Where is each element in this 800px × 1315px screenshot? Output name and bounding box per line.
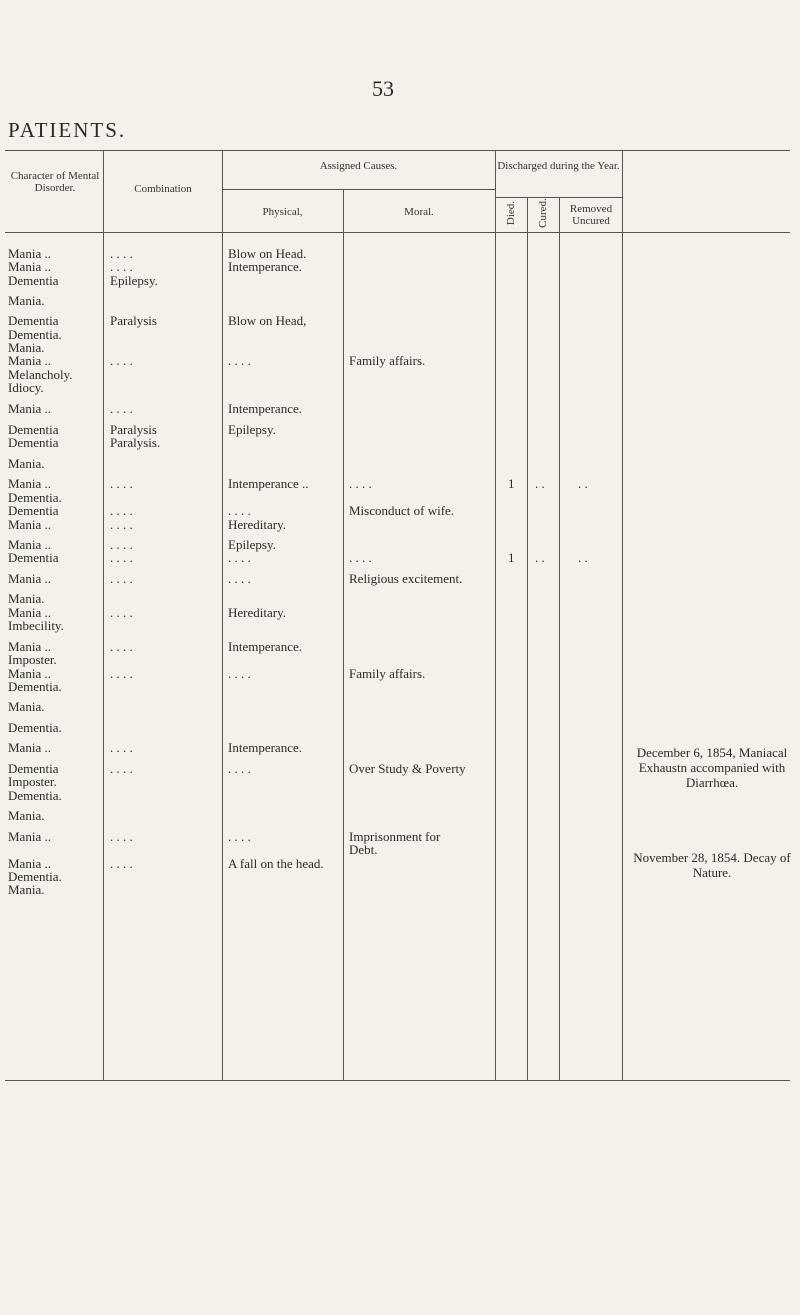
cell-disorder: Dementia. <box>8 326 62 342</box>
cell-physical: Intemperance. <box>228 259 302 275</box>
cell-died: 1 <box>508 476 515 492</box>
cell-physical: Epilepsy. <box>228 421 276 437</box>
header-physical: Physical, <box>262 206 303 218</box>
cell-disorder: Mania. <box>8 699 45 715</box>
cell-moral: Religious excitement. <box>349 570 463 586</box>
cell-combination: . . . . <box>110 503 133 519</box>
cell-disorder: Idiocy. <box>8 380 44 396</box>
cell-combination: . . . . <box>110 401 133 417</box>
cell-physical: Intemperance. <box>228 638 302 654</box>
col-rule-5 <box>527 197 528 1080</box>
cell-moral: . . . . <box>349 476 372 492</box>
cell-moral: Misconduct of wife. <box>349 503 455 519</box>
cell-disorder: Mania .. <box>8 855 51 871</box>
cell-disorder: Dementia. <box>8 678 62 694</box>
cell-moral: Debt. <box>349 842 378 858</box>
cell-physical: . . . . <box>228 503 251 519</box>
cell-disorder: Mania .. <box>8 570 51 586</box>
cell-disorder: Mania .. <box>8 516 51 532</box>
cell-physical: . . . . <box>228 550 251 566</box>
col-rule-6 <box>559 197 560 1080</box>
cell-disorder: Dementia <box>8 313 59 329</box>
cell-disorder: Dementia <box>8 272 59 288</box>
cell-disorder: Mania. <box>8 339 45 355</box>
cell-disorder: Mania .. <box>8 740 51 756</box>
cell-combination: . . . . <box>110 476 133 492</box>
header-cured: Cured. <box>537 198 549 228</box>
cell-disorder: Imposter. <box>8 774 57 790</box>
header-moral: Moral. <box>404 206 434 218</box>
header-discharged: Discharged during the Year. <box>497 160 620 172</box>
cell-combination: Paralysis <box>110 421 157 437</box>
cell-combination: . . . . <box>110 259 133 275</box>
cell-disorder: Dementia <box>8 435 59 451</box>
cell-disorder: Dementia <box>8 550 59 566</box>
cell-combination: . . . . <box>110 550 133 566</box>
header-died: Died. <box>505 200 517 226</box>
cell-physical: . . . . <box>228 760 251 776</box>
cell-disorder: Mania. <box>8 808 45 824</box>
cell-disorder: Dementia. <box>8 868 62 884</box>
cell-physical: . . . . <box>228 353 251 369</box>
cell-disorder: Mania .. <box>8 476 51 492</box>
cell-combination: . . . . <box>110 516 133 532</box>
col-rule-1 <box>103 150 104 1080</box>
cell-combination: . . . . <box>110 604 133 620</box>
cell-combination: . . . . <box>110 570 133 586</box>
cell-combination: Epilepsy. <box>110 272 158 288</box>
cell-disorder: Mania. <box>8 882 45 898</box>
cell-physical: Epilepsy. <box>228 536 276 552</box>
cell-moral: Imprisonment for <box>349 828 441 844</box>
cell-disorder: Mania .. <box>8 536 51 552</box>
cell-combination: . . . . <box>110 638 133 654</box>
header-bottom-rule <box>5 232 790 233</box>
cell-disorder: Mania .. <box>8 259 51 275</box>
cell-disorder: Dementia. <box>8 489 62 505</box>
causes-sub-rule <box>222 189 495 190</box>
cell-cured: . . <box>535 476 545 492</box>
cell-physical: Intemperance. <box>228 740 302 756</box>
cell-combination: . . . . <box>110 828 133 844</box>
cell-disorder: Mania. <box>8 293 45 309</box>
cell-moral: . . . . <box>349 550 372 566</box>
cell-disorder: Mania .. <box>8 828 51 844</box>
cell-moral: Over Study & Poverty <box>349 760 466 776</box>
cell-died: 1 <box>508 550 515 566</box>
header-assigned-causes: Assigned Causes. <box>319 160 398 172</box>
cell-removed: . . <box>578 550 588 566</box>
table-bottom-rule <box>5 1080 790 1081</box>
cell-disorder: Mania .. <box>8 353 51 369</box>
cell-disorder: Dementia. <box>8 719 62 735</box>
cell-physical: A fall on the head. <box>228 855 324 871</box>
col-rule-4 <box>495 150 496 1080</box>
cell-cured: . . <box>535 550 545 566</box>
cell-physical: Hereditary. <box>228 516 286 532</box>
cell-disorder: Imbecility. <box>8 618 64 634</box>
cell-moral: Family affairs. <box>349 665 426 681</box>
cell-physical: Intemperance .. <box>228 476 309 492</box>
cell-combination: Paralysis. <box>110 435 161 451</box>
cell-physical: Hereditary. <box>228 604 286 620</box>
cell-disorder: Mania. <box>8 591 45 607</box>
col-rule-2 <box>222 150 223 1080</box>
cell-disorder: Dementia <box>8 503 59 519</box>
cell-combination: . . . . <box>110 353 133 369</box>
cell-physical: . . . . <box>228 570 251 586</box>
page-number: 53 <box>372 76 394 101</box>
cell-disorder: Dementia <box>8 760 59 776</box>
cell-disorder: Imposter. <box>8 652 57 668</box>
cell-combination: . . . . <box>110 740 133 756</box>
cell-disorder: Dementia. <box>8 787 62 803</box>
cell-combination: Paralysis <box>110 313 157 329</box>
cell-disorder: Mania .. <box>8 665 51 681</box>
cell-disorder: Mania .. <box>8 401 51 417</box>
remark-2: November 28, 1854. Decay of Nature. <box>633 850 791 880</box>
col-rule-3 <box>343 189 344 1080</box>
header-combination: Combination <box>134 183 192 195</box>
cell-combination: . . . . <box>110 246 133 261</box>
table-top-rule <box>5 150 790 151</box>
header-character: Character of Mental Disorder. <box>10 170 100 194</box>
cell-combination: . . . . <box>110 760 133 776</box>
cell-disorder: Mania .. <box>8 246 51 261</box>
cell-physical: Blow on Head. <box>228 246 307 261</box>
cell-moral: Family affairs. <box>349 353 426 369</box>
cell-physical: Intemperance. <box>228 401 302 417</box>
cell-disorder: Mania .. <box>8 604 51 620</box>
page-heading: PATIENTS. <box>8 118 127 142</box>
cell-disorder: Mania. <box>8 455 45 471</box>
cell-combination: . . . . <box>110 855 133 871</box>
cell-combination: . . . . <box>110 536 133 552</box>
header-removed-uncured: Removed Uncured <box>569 203 613 227</box>
cell-disorder: Mania .. <box>8 638 51 654</box>
cell-removed: . . <box>578 476 588 492</box>
cell-combination: . . . . <box>110 665 133 681</box>
cell-disorder: Dementia <box>8 421 59 437</box>
remark-1: December 6, 1854, Maniacal Exhaustn accompanied with Diarrhœa. <box>636 745 788 790</box>
cell-physical: . . . . <box>228 665 251 681</box>
col-rule-7 <box>622 150 623 1080</box>
cell-physical: . . . . <box>228 828 251 844</box>
cell-disorder: Melancholy. <box>8 366 73 382</box>
cell-physical: Blow on Head, <box>228 313 307 329</box>
